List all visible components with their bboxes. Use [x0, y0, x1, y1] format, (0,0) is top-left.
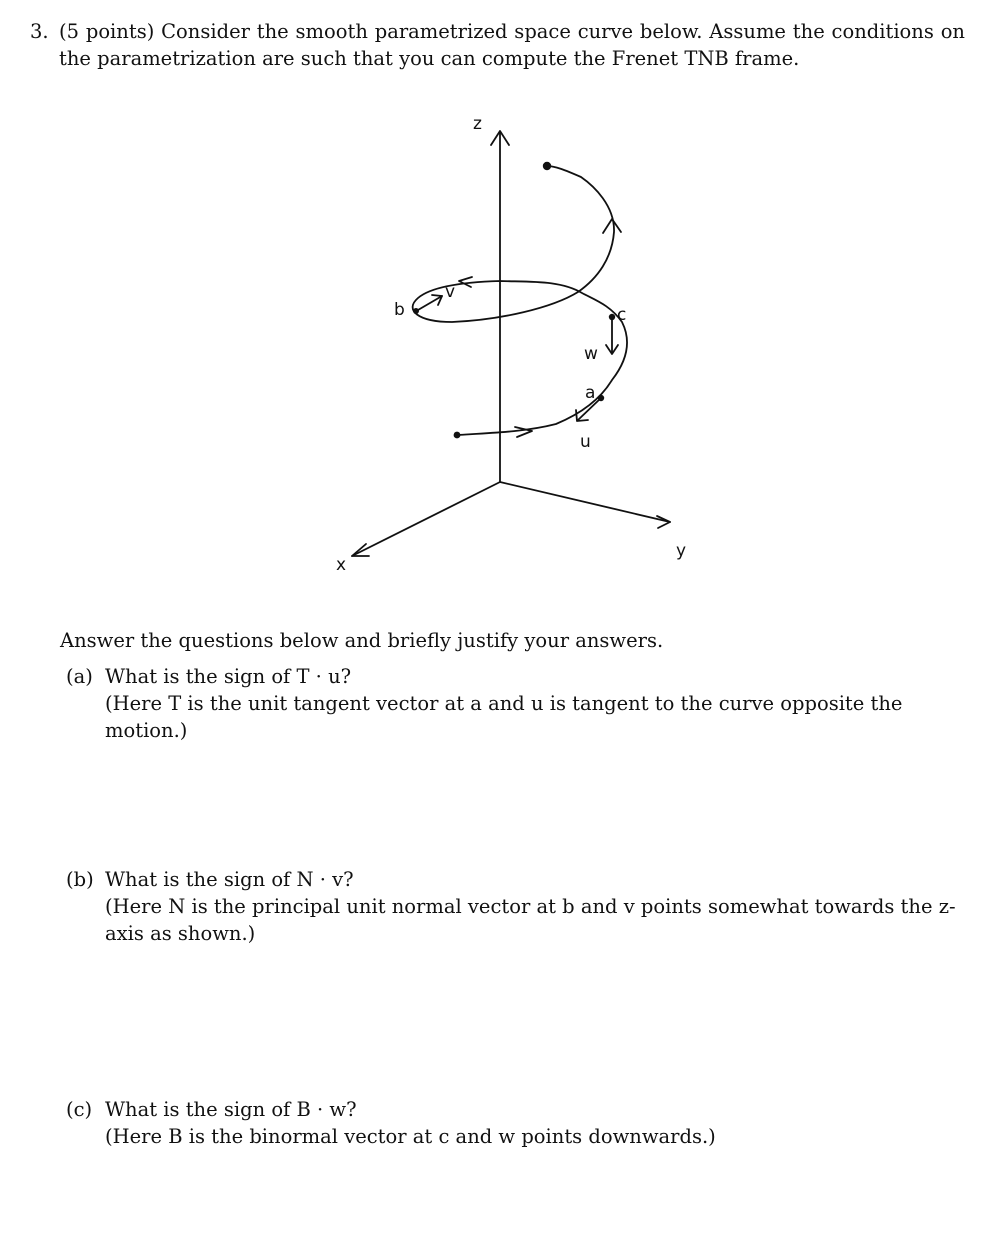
point-b-label: b: [394, 300, 405, 320]
x-axis-label: x: [336, 555, 347, 575]
problem-text: (5 points) Consider the smooth parametrized space curve below. Assume the conditions on the parametrization are such that you can compute the Frenet TNB frame.: [59, 20, 965, 70]
part-b-question: What is the sign of N · v?: [105, 868, 354, 891]
curve-end-point: [543, 162, 551, 170]
problem-number: 3.: [30, 20, 49, 43]
space-curve-figure: [320, 100, 740, 580]
vector-u-label: u: [580, 432, 591, 452]
problem-statement: [30, 18, 965, 72]
y-axis: [500, 482, 670, 522]
part-c-question: What is the sign of B · w?: [105, 1098, 357, 1121]
point-c: [609, 314, 615, 320]
part-a: [66, 663, 961, 744]
curve-direction-arrow-upper: [603, 219, 621, 233]
z-axis-label: z: [473, 114, 482, 134]
vector-w-label: w: [584, 344, 598, 364]
part-a-question: What is the sign of T · u?: [105, 665, 352, 688]
part-c: [66, 1096, 961, 1150]
y-axis-arrowhead: [657, 516, 670, 528]
part-a-label: (a): [66, 665, 93, 688]
y-axis-label: y: [676, 541, 687, 561]
x-axis-arrowhead: [352, 544, 369, 556]
point-a: [598, 395, 604, 401]
part-b: [66, 866, 961, 947]
x-axis: [352, 482, 500, 556]
point-b: [413, 308, 419, 314]
part-c-label: (c): [66, 1098, 93, 1121]
part-c-note: (Here B is the binormal vector at c and w points downwards.): [105, 1125, 716, 1148]
part-b-note: (Here N is the principal unit normal vector at b and v points somewhat towards the z-axis as shown.): [105, 895, 956, 945]
part-b-label: (b): [66, 868, 94, 891]
instructions: Answer the questions below and briefly justify your answers.: [60, 629, 664, 652]
point-a-label: a: [585, 383, 596, 403]
vector-v-label: v: [445, 282, 456, 302]
point-c-label: c: [617, 305, 627, 325]
curve-start-point: [454, 432, 461, 439]
part-a-note: (Here T is the unit tangent vector at a and u is tangent to the curve opposite the motion.): [105, 692, 903, 742]
